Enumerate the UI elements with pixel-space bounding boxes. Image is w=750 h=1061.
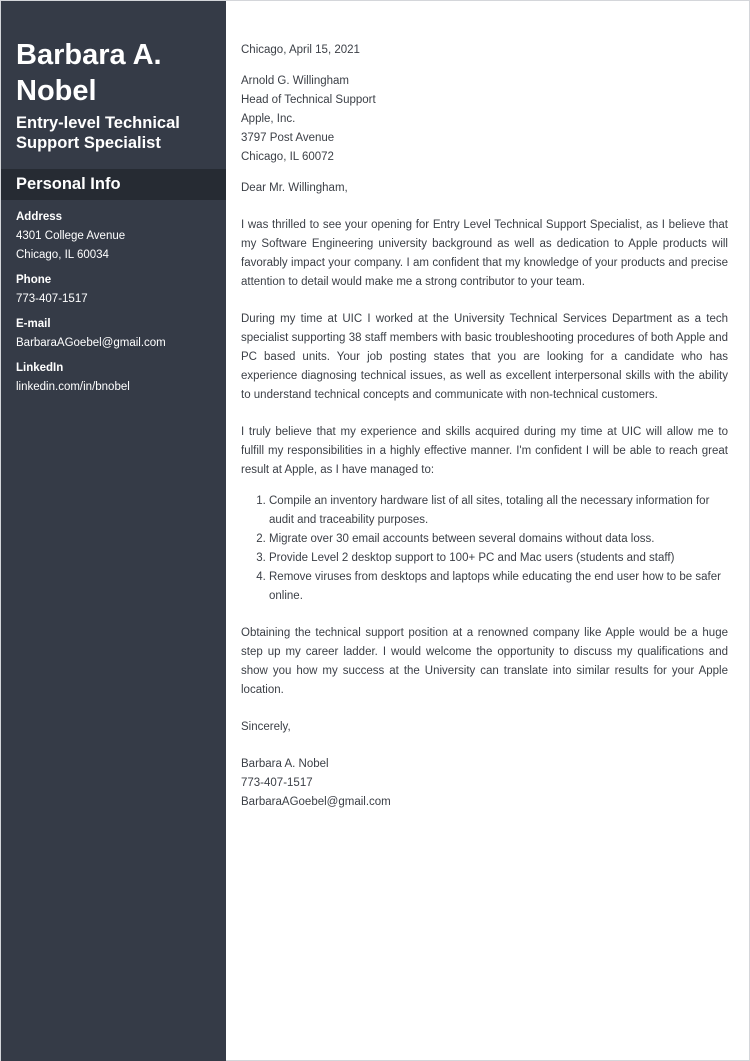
- applicant-name: [16, 37, 216, 109]
- sidebar: [1, 1, 226, 1061]
- recipient-company: Apple, Inc.: [241, 113, 296, 125]
- recipient-address: [241, 72, 728, 167]
- personal-info-heading: Personal Info: [16, 175, 121, 193]
- email-value: BarbaraAGoebel@gmail.com: [16, 337, 166, 349]
- recipient-name: Arnold G. Willingham: [241, 75, 350, 87]
- linkedin-label: LinkedIn: [16, 362, 64, 374]
- address-line2: Chicago, IL 60034: [16, 249, 109, 261]
- signature-block: [241, 755, 728, 812]
- address-line1: 4301 College Avenue: [16, 230, 126, 242]
- list-item: 3. Provide Level 2 desktop support to 100+ PC and Mac users (students and staff): [269, 549, 728, 568]
- phone-value: 773-407-1517: [16, 293, 88, 305]
- recipient-city: Chicago, IL 60072: [241, 151, 334, 163]
- salutation: Dear Mr. Willingham,: [241, 182, 348, 194]
- list-item: 2. Migrate over 30 email accounts between several domains without data loss.: [269, 530, 728, 549]
- linkedin-value: linkedin.com/in/bnobel: [16, 381, 130, 393]
- applicant-name-line1: Barbara A.: [16, 39, 162, 71]
- letter-body: [241, 41, 728, 812]
- recipient-street: 3797 Post Avenue: [241, 132, 335, 144]
- list-item: 1. Compile an inventory hardware list of all sites, totaling all the necessary information for audit and traceability purposes.: [269, 492, 728, 530]
- phone-label: Phone: [16, 274, 52, 286]
- job-title-line1: Entry-level Technical: [16, 114, 180, 132]
- applicant-name-line2: Nobel: [16, 75, 97, 107]
- applicant-job-title: [16, 113, 221, 153]
- letter-paragraph-3: I truly believe that my experience and skills acquired during my time at UIC will allow me to fulfill my responsibilities in a highly effective manner. I'm confident I will be able to reach great result at Apple, as I have managed to:: [241, 426, 728, 476]
- letter-paragraph-4: Obtaining the technical support position at a renowned company like Apple would be a huge step up my career ladder. I would welcome the opportunity to discuss my qualifications and show you how my success at the University can translate into similar results for your Apple location.: [241, 627, 728, 696]
- address-label: Address: [16, 211, 63, 223]
- signature-name: Barbara A. Nobel: [241, 758, 329, 770]
- recipient-position: Head of Technical Support: [241, 94, 376, 106]
- signature-email: BarbaraAGoebel@gmail.com: [241, 796, 391, 808]
- letter-paragraph-2: During my time at UIC I worked at the University Technical Services Department as a tech specialist supporting 38 staff members with basic troubleshooting procedures of both Apple and PC based units. Your job posting states that you are looking for a candidate who has experience diagnosing technical issues, as well as excellent interpersonal skills with the ability to understand technical concepts and communicate with non-technical customers.: [241, 313, 728, 401]
- achievements-list: [241, 492, 728, 606]
- email-label: E-mail: [16, 318, 51, 330]
- closing: Sincerely,: [241, 721, 291, 733]
- job-title-line2: Support Specialist: [16, 134, 161, 152]
- list-item: 4. Remove viruses from desktops and laptops while educating the end user how to be safer online.: [269, 568, 728, 606]
- letter-date: Chicago, April 15, 2021: [241, 44, 360, 56]
- signature-phone: 773-407-1517: [241, 777, 313, 789]
- letter-paragraph-1: I was thrilled to see your opening for Entry Level Technical Support Specialist, as I believe that my Software Engineering university background as well as dedication to Apple products will favorably impact your company. I am confident that my knowledge of your products and precise attention to detail would make me a strong contributor to your team.: [241, 219, 728, 288]
